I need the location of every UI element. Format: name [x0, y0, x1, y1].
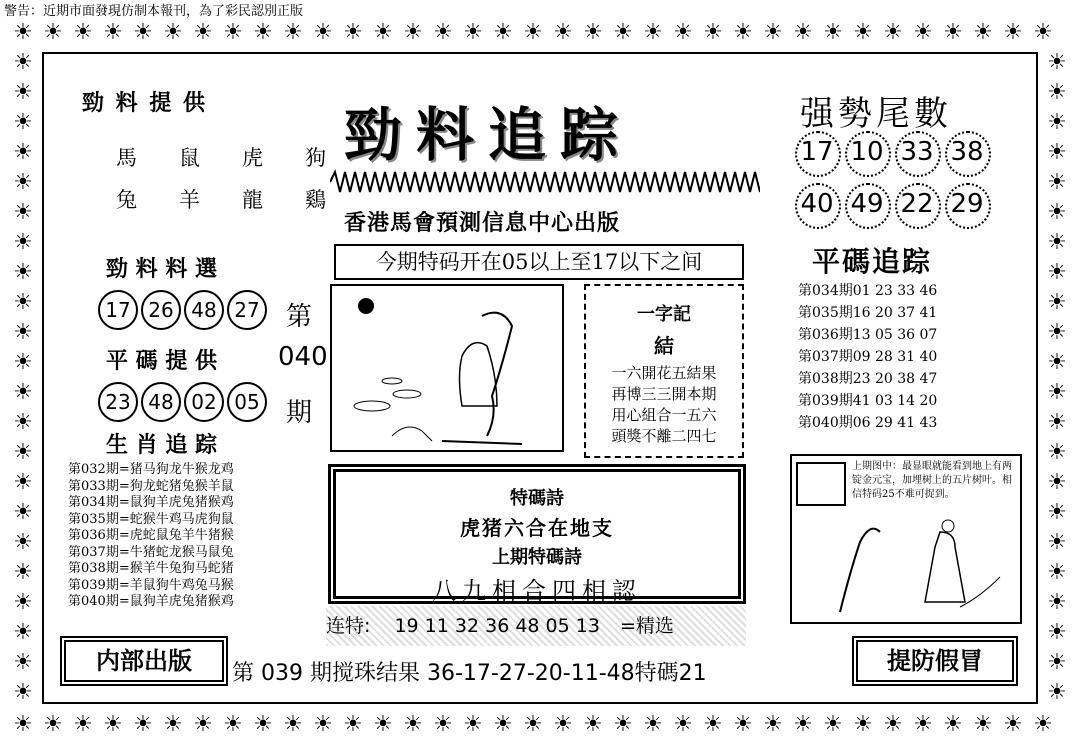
poem-line: 一六開花五結果	[611, 364, 717, 382]
subtitle: 香港馬會預測信息中心出版	[344, 210, 621, 236]
select-suffix: =精选	[619, 615, 674, 637]
list-item: 第040期06 29 41 43	[798, 415, 938, 431]
sun-ornament: ☀	[1047, 560, 1067, 585]
sun-ornament: ☀	[13, 590, 33, 615]
issue-suffix: 期	[286, 398, 313, 428]
sun-ornament: ☀	[13, 140, 33, 165]
sun-ornament: ☀	[523, 712, 543, 737]
issue-prefix: 第	[286, 302, 313, 332]
list-item: 第034期01 23 33 46	[798, 283, 938, 299]
sun-ornament: ☀	[823, 20, 843, 45]
sun-ornament: ☀	[433, 20, 453, 45]
sun-ornament: ☀	[343, 20, 363, 45]
sun-ornament: ☀	[613, 712, 633, 737]
zodiac-sign: 馬	[116, 146, 137, 170]
sun-ornament: ☀	[223, 712, 243, 737]
sun-ornament: ☀	[883, 712, 903, 737]
sun-ornament: ☀	[1047, 290, 1067, 315]
sun-ornament: ☀	[583, 20, 603, 45]
sun-ornament: ☀	[73, 712, 93, 737]
zodiac-row-1	[116, 142, 326, 172]
sun-ornament: ☀	[793, 20, 813, 45]
zodiac-sign: 虎	[242, 146, 263, 170]
list-item: 第035期=蛇猴牛鸡马虎狗鼠	[68, 511, 234, 527]
sun-ornament: ☀	[253, 712, 273, 737]
sun-ornament: ☀	[13, 200, 33, 225]
list-item: 第040期=鼠狗羊虎兔猪猴鸡	[68, 594, 234, 609]
poem-title: 一字記	[637, 304, 691, 325]
sun-ornament: ☀	[103, 20, 123, 45]
list-item: 第034期=鼠狗羊虎兔猪猴鸡	[68, 495, 234, 510]
illustration-image	[800, 512, 1016, 622]
flat-numbers	[98, 382, 270, 422]
sun-ornament: ☀	[553, 712, 573, 737]
sun-ornament: ☀	[943, 20, 963, 45]
sun-ornament: ☀	[313, 20, 333, 45]
sun-ornament: ☀	[703, 20, 723, 45]
sun-ornament: ☀	[133, 712, 153, 737]
poem-line: 用心組合一五六	[611, 406, 717, 424]
sun-ornament: ☀	[13, 290, 33, 315]
sun-ornament: ☀	[13, 500, 33, 525]
sun-ornament: ☀	[1047, 80, 1067, 105]
pick-title: 勁 料 料 選	[106, 256, 217, 282]
sun-ornament: ☀	[13, 320, 33, 345]
number-ball: 27	[227, 290, 267, 330]
caption-text: 上期图中：最显眼就能看到地上有两锭金元宝，加埋树上的五片树叶。相信特码25不难可捉到。	[852, 461, 1012, 500]
sun-ornament: ☀	[253, 20, 273, 45]
sun-ornament: ☀	[673, 20, 693, 45]
sun-ornament: ☀	[1047, 170, 1067, 195]
number-ball: 48	[141, 382, 181, 422]
flat-track-list	[798, 280, 937, 434]
sun-ornament: ☀	[913, 20, 933, 45]
sun-ornament: ☀	[1047, 470, 1067, 495]
tail-number: 22	[892, 182, 942, 226]
sun-ornament: ☀	[763, 20, 783, 45]
sun-ornament: ☀	[1047, 530, 1067, 555]
sun-ornament: ☀	[373, 20, 393, 45]
sun-ornament: ☀	[1047, 680, 1067, 705]
sun-ornament: ☀	[1047, 230, 1067, 255]
sun-ornament: ☀	[1047, 200, 1067, 225]
sun-ornament: ☀	[43, 20, 63, 45]
sun-ornament: ☀	[673, 712, 693, 737]
sun-ornament: ☀	[1047, 260, 1067, 285]
sun-ornament: ☀	[283, 712, 303, 737]
sun-ornament: ☀	[1003, 712, 1023, 737]
sun-ornament: ☀	[13, 680, 33, 705]
sun-ornament: ☀	[583, 712, 603, 737]
sun-ornament: ☀	[643, 712, 663, 737]
sun-ornament: ☀	[553, 20, 573, 45]
flat-track-title: 平碼追踪	[812, 245, 933, 278]
special-poem-box	[328, 464, 746, 604]
select-label: 连特:	[326, 615, 371, 637]
sun-ornament: ☀	[703, 712, 723, 737]
sun-ornament: ☀	[13, 260, 33, 285]
page-title: 勁料追踪	[344, 101, 633, 169]
poem-key: 結	[654, 334, 674, 358]
sun-ornament: ☀	[13, 80, 33, 105]
tail-number: 29	[942, 182, 992, 226]
illustration-image	[332, 286, 562, 450]
zodiac-track-title: 生 肖 追 踪	[106, 432, 217, 458]
sun-ornament: ☀	[13, 712, 33, 737]
select-numbers: 19 11 32 36 48 05 13	[394, 615, 600, 637]
zodiac-sign: 狗	[305, 146, 326, 170]
sun-ornament: ☀	[1047, 50, 1067, 75]
sun-ornament: ☀	[913, 712, 933, 737]
zodiac-row-2	[116, 184, 326, 214]
last-title: 上期特碼詩	[492, 547, 582, 568]
number-ball: 26	[141, 290, 181, 330]
sun-ornament: ☀	[1047, 350, 1067, 375]
sun-ornament: ☀	[883, 20, 903, 45]
sun-ornament: ☀	[193, 712, 213, 737]
sun-ornament: ☀	[403, 20, 423, 45]
sun-ornament: ☀	[13, 620, 33, 645]
sun-ornament: ☀	[1047, 650, 1067, 675]
internal-badge: 内部出版	[60, 636, 228, 686]
number-ball: 02	[184, 382, 224, 422]
sun-ornament: ☀	[523, 20, 543, 45]
sun-ornament: ☀	[1033, 20, 1053, 45]
zodiac-track-list	[68, 462, 234, 611]
number-ball: 05	[227, 382, 267, 422]
sun-ornament: ☀	[13, 470, 33, 495]
list-item: 第035期16 20 37 41	[798, 305, 938, 321]
sun-ornament: ☀	[1047, 620, 1067, 645]
tips-title: 勁 料 提 供	[82, 90, 207, 116]
poem-box	[584, 284, 744, 458]
last-issue-box	[790, 454, 1022, 624]
sun-ornament: ☀	[613, 20, 633, 45]
sun-ornament: ☀	[343, 712, 363, 737]
logo-icon	[796, 462, 846, 506]
zodiac-sign: 兔	[116, 188, 137, 212]
sun-ornament: ☀	[13, 560, 33, 585]
sun-ornament: ☀	[1033, 712, 1053, 737]
sun-ornament: ☀	[733, 20, 753, 45]
special-line: 虎猪六合在地支	[460, 516, 614, 540]
sun-ornament: ☀	[1047, 320, 1067, 345]
sun-ornament: ☀	[13, 380, 33, 405]
sun-ornament: ☀	[13, 170, 33, 195]
zodiac-sign: 鷄	[305, 188, 326, 212]
sun-ornament: ☀	[13, 650, 33, 675]
sun-ornament: ☀	[193, 20, 213, 45]
sun-ornament: ☀	[163, 712, 183, 737]
tail-title: 强勢尾數	[800, 94, 952, 134]
sun-ornament: ☀	[403, 712, 423, 737]
zodiac-sign: 龍	[242, 188, 263, 212]
sun-ornament: ☀	[853, 20, 873, 45]
flat-title: 平 碼 提 供	[106, 348, 217, 374]
sun-ornament: ☀	[463, 712, 483, 737]
sun-ornament: ☀	[433, 712, 453, 737]
sun-ornament: ☀	[823, 712, 843, 737]
sun-ornament: ☀	[1047, 380, 1067, 405]
draw-result: 第 039 期搅珠结果 36-17-27-20-11-48特碼21	[232, 661, 707, 686]
list-item: 第039期=羊鼠狗牛鸡兔马猴	[68, 577, 234, 593]
zigzag-line	[330, 168, 760, 196]
sun-ornament: ☀	[13, 530, 33, 555]
sun-ornament: ☀	[163, 20, 183, 45]
tail-numbers	[792, 130, 1012, 226]
sun-ornament: ☀	[223, 20, 243, 45]
sun-ornament: ☀	[1047, 410, 1067, 435]
sun-ornament: ☀	[973, 712, 993, 737]
tail-number: 33	[892, 130, 942, 174]
sun-ornament: ☀	[493, 20, 513, 45]
number-ball: 48	[184, 290, 224, 330]
last-line: 八九相合四相認	[432, 577, 642, 605]
pick-numbers	[98, 290, 270, 330]
list-item: 第037期09 28 31 40	[798, 349, 938, 365]
sun-ornament: ☀	[853, 712, 873, 737]
tail-number: 40	[792, 182, 842, 226]
list-item: 第033期=狗龙蛇猪兔猴羊鼠	[68, 478, 234, 494]
sun-ornament: ☀	[1047, 440, 1067, 465]
sun-ornament: ☀	[1047, 110, 1067, 135]
sun-ornament: ☀	[1047, 140, 1067, 165]
list-item: 第038期=猴羊牛兔狗马蛇猪	[68, 561, 234, 576]
poem-line: 再博三三開本期	[611, 385, 717, 403]
list-item: 第036期13 05 36 07	[798, 327, 938, 343]
sun-ornament: ☀	[43, 712, 63, 737]
sun-ornament: ☀	[643, 20, 663, 45]
zigzag-divider	[330, 168, 760, 196]
sun-ornament: ☀	[283, 20, 303, 45]
sun-ornament: ☀	[1047, 590, 1067, 615]
list-item: 第039期41 03 14 20	[798, 393, 938, 409]
sun-ornament: ☀	[13, 50, 33, 75]
tail-number: 17	[792, 130, 842, 174]
zodiac-sign: 鼠	[179, 146, 200, 170]
selection-strip	[326, 606, 746, 646]
sun-ornament: ☀	[13, 350, 33, 375]
sun-ornament: ☀	[1003, 20, 1023, 45]
sun-ornament: ☀	[133, 20, 153, 45]
sun-ornament: ☀	[493, 712, 513, 737]
list-item: 第036期=虎蛇鼠兔羊牛猪猴	[68, 528, 234, 543]
sun-ornament: ☀	[373, 712, 393, 737]
number-ball: 23	[98, 382, 138, 422]
notice-box: 今期特码开在05以上至17以下之间	[334, 244, 744, 280]
sun-ornament: ☀	[1047, 500, 1067, 525]
poem-line: 頭獎不離二四七	[611, 427, 717, 445]
sun-ornament: ☀	[103, 712, 123, 737]
sun-ornament: ☀	[313, 712, 333, 737]
sun-ornament: ☀	[763, 712, 783, 737]
list-item: 第032期=猪马狗龙牛猴龙鸡	[68, 462, 234, 477]
sun-ornament: ☀	[13, 20, 33, 45]
zodiac-sign: 羊	[179, 188, 200, 212]
list-item: 第037期=牛猪蛇龙猴马鼠兔	[68, 544, 234, 560]
sun-ornament: ☀	[13, 230, 33, 255]
anti-fake-badge: 提防假冒	[852, 636, 1018, 686]
sun-ornament: ☀	[973, 20, 993, 45]
sun-ornament: ☀	[733, 712, 753, 737]
sun-ornament: ☀	[73, 20, 93, 45]
sun-ornament: ☀	[463, 20, 483, 45]
tail-number: 49	[842, 182, 892, 226]
sun-ornament: ☀	[793, 712, 813, 737]
special-title: 特碼詩	[510, 488, 564, 509]
sun-ornament: ☀	[13, 110, 33, 135]
sun-ornament: ☀	[13, 440, 33, 465]
zigzag-path	[330, 172, 760, 192]
sun-ornament: ☀	[13, 410, 33, 435]
warning-text: 警告：近期市面發現仿制本報刊，為了彩民認別正版	[4, 4, 304, 19]
list-item: 第038期23 20 38 47	[798, 371, 938, 387]
illustration-box	[330, 284, 564, 452]
sun-ornament: ☀	[943, 712, 963, 737]
issue-number: 040	[278, 342, 328, 372]
tail-number: 10	[842, 130, 892, 174]
number-ball: 17	[98, 290, 138, 330]
tail-number: 38	[942, 130, 992, 174]
